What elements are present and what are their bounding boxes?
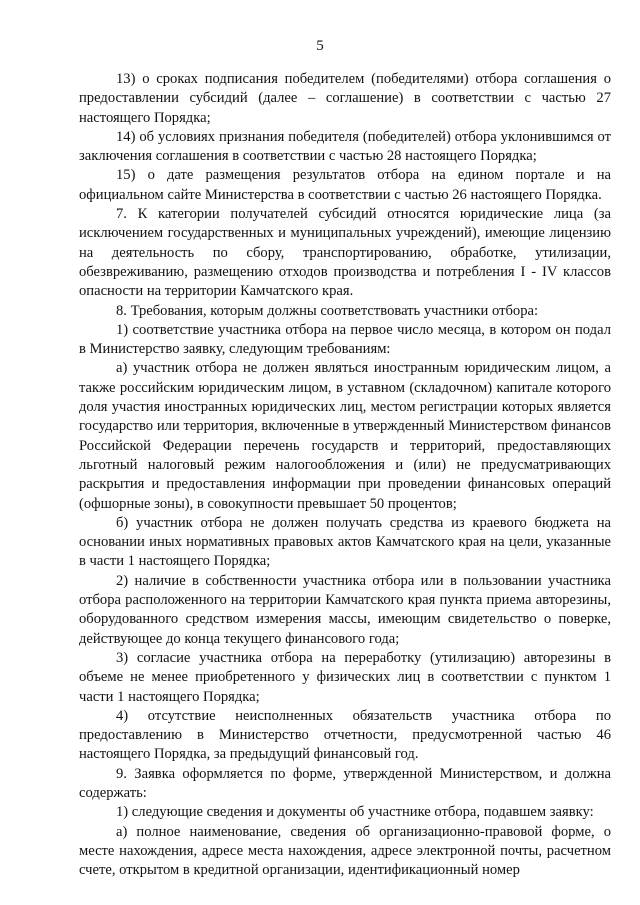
paragraph-8-2-collection-point: 2) наличие в собственности участника отбора или в пользовании участника отбора расположенного на территории Камчатского края пункта приема авторезины, оборудованного средством измерения массы, имеющим свидетельство о поверке, действующее до конца текущего финансового года; <box>79 572 611 647</box>
document-body <box>79 70 611 880</box>
paragraph-8-1-b-budget-funds: б) участник отбора не должен получать средства из краевого бюджета на основании иных нормативных правовых актов Камчатского края на цели, указанные в части 1 настоящего Порядка; <box>79 514 611 570</box>
paragraph-8-3-recycling-consent: 3) согласие участника отбора на переработку (утилизацию) авторезины в объеме не менее приобретенного у физических лиц в соответствии с пунктом 1 части 1 настоящего Порядка; <box>79 649 611 705</box>
paragraph-8-4-reporting: 4) отсутствие неисполненных обязательств участника отбора по предоставлению в Министерство отчетности, предусмотренной частью 46 настоящего Порядка, за предыдущий финансовый год. <box>79 707 611 763</box>
paragraph-8-1-a-foreign-entity: а) участник отбора не должен являться иностранным юридическим лицом, а также российским юридическим лицом, в уставном (складочном) капитале которого доля участия иностранных юридических лиц, местом регистрации которых является государство или территория, включенные в утвержденный Министерством финансов Российской Федерации перечень государств и территорий, предоставляющих льготный налоговый режим налогообложения и (или) не предусматривающих раскрытия и предоставления информации при проведении финансовых операций (офшорные зоны), в совокупности превышает 50 процентов; <box>79 360 611 512</box>
paragraph-13-signing-deadline: 13) о сроках подписания победителем (победителями) отбора соглашения о предоставлении субсидий (далее – соглашение) в соответствии с частью 27 настоящего Порядка; <box>79 71 611 126</box>
page-number: 5 <box>316 38 324 54</box>
paragraph-8-1-compliance: 1) соответствие участника отбора на первое число месяца, в котором он подал в Министерство заявку, следующим требованиям: <box>79 321 611 358</box>
paragraph-9-application-form: 9. Заявка оформляется по форме, утвержденной Министерством, и должна содержать: <box>79 765 611 801</box>
paragraph-9-1-applicant-info: 1) следующие сведения и документы об участнике отбора, подавшем заявку: <box>116 804 594 821</box>
paragraph-9-1-a-full-name: а) полное наименование, сведения об организационно-правовой форме, о месте нахождения, адресе места нахождения, адресе электронной почты, расчетном счете, открытом в кредитной организации, идентификационный номер <box>79 823 611 879</box>
paragraph-7-recipient-category: 7. К категории получателей субсидий относятся юридические лица (за исключением государственных и муниципальных учреждений), имеющие лицензию на деятельность по сбору, транспортированию, обработке, утилизации, обезвреживанию, размещению отходов производства и потребления I - IV классов опасности на территории Камчатского края. <box>79 206 611 300</box>
paragraph-8-requirements: 8. Требования, которым должны соответствовать участники отбора: <box>116 302 539 319</box>
paragraph-15-results-publication: 15) о дате размещения результатов отбора на едином портале и на официальном сайте Министерства в соответствии с частью 26 настоящего Порядка. <box>79 167 611 203</box>
paragraph-14-evasion-conditions: 14) об условиях признания победителя (победителей) отбора уклонившимся от заключения соглашения в соответствии с частью 28 настоящего Порядка; <box>79 128 611 165</box>
